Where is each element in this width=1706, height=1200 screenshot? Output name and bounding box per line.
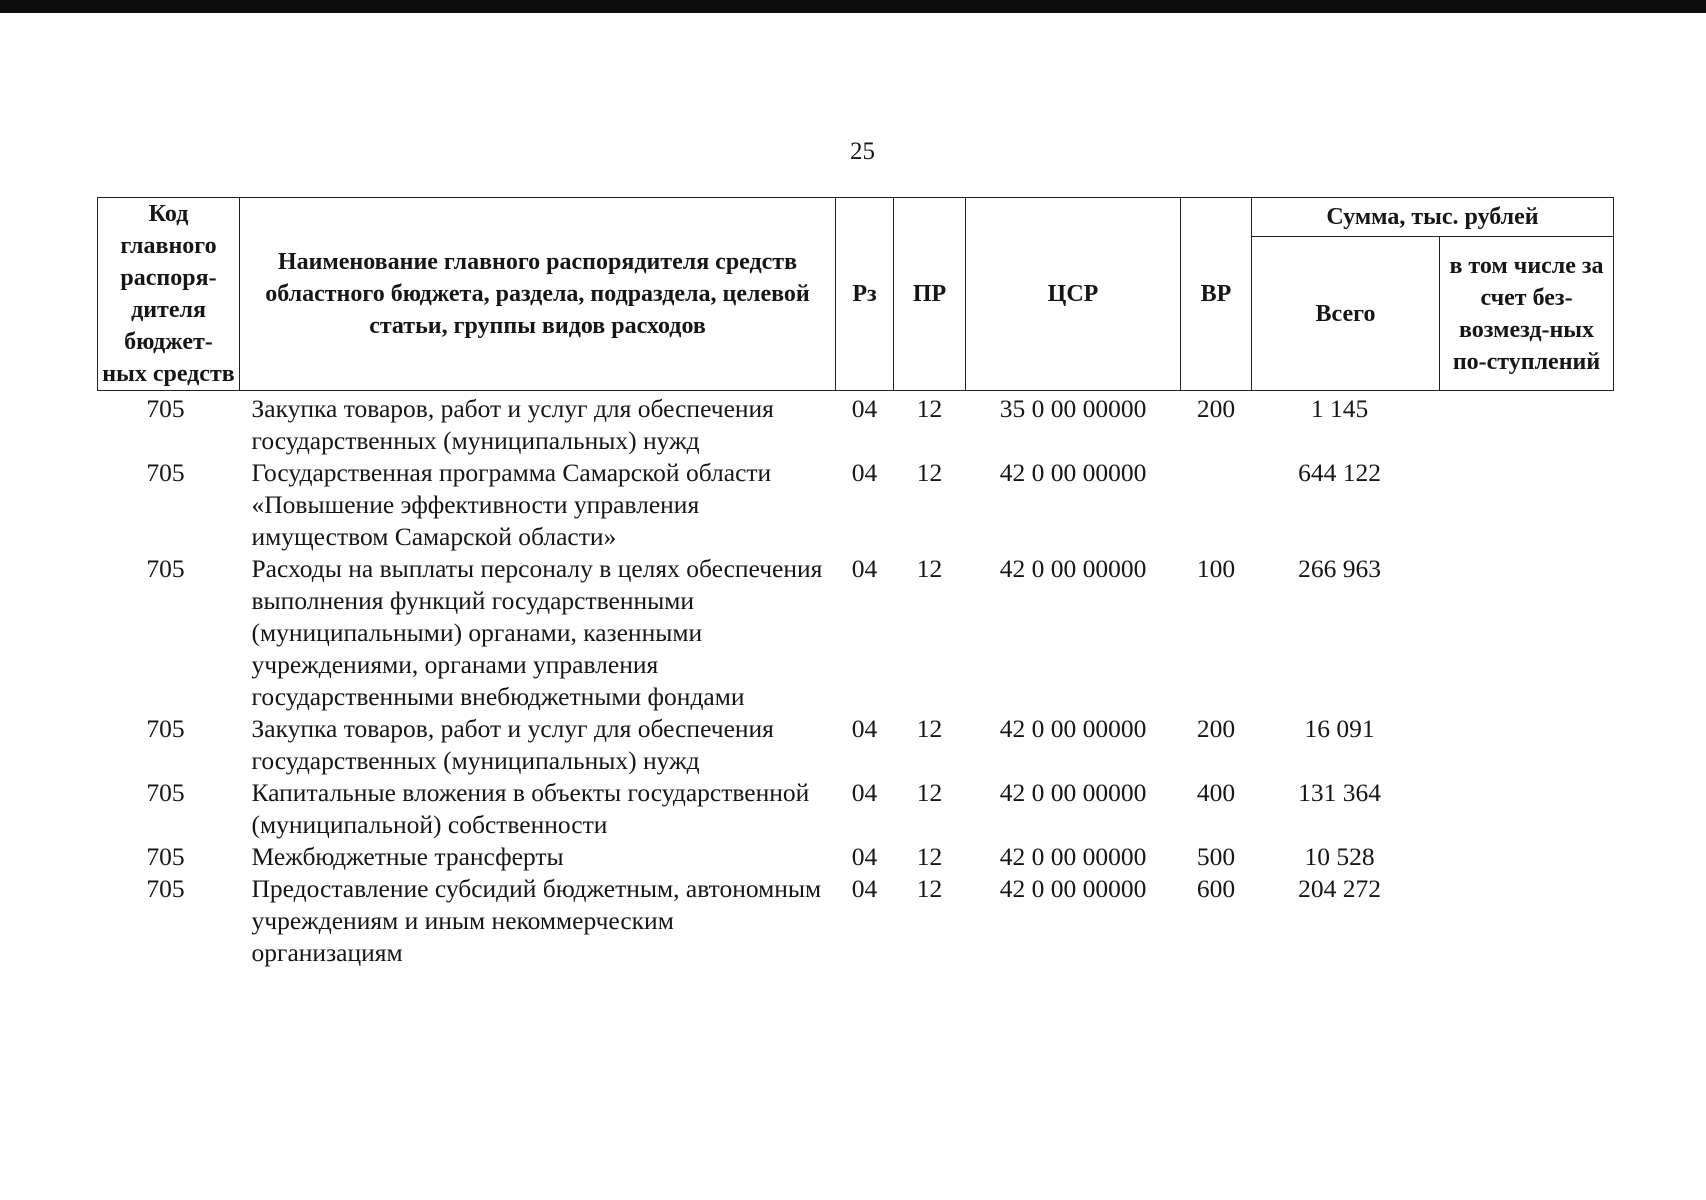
cell-vr — [1181, 457, 1252, 553]
table-row — [98, 841, 1614, 873]
table-row — [98, 553, 1614, 713]
cell-total: 204 272 — [1298, 874, 1381, 903]
header-total: Всего — [1252, 237, 1440, 391]
table-row — [98, 713, 1614, 777]
cell-code: 705 — [146, 394, 185, 423]
cell-rz: 04 — [851, 394, 878, 423]
cell-name: Расходы на выплаты персоналу в целях обеспечения выполнения функций государственными (муниципальными) органами, казенными учреждениями, органами управления государственными внебюджетными фондами — [251, 554, 823, 711]
cell-total: 131 364 — [1298, 778, 1381, 807]
cell-vr: 400 — [1196, 778, 1236, 807]
cell-name: Предоставление субсидий бюджетным, автономным учреждениям и иным некоммерческим организациям — [251, 874, 822, 967]
cell-pr: 12 — [916, 458, 943, 487]
cell-free — [1440, 457, 1614, 553]
cell-total: 16 091 — [1304, 714, 1375, 743]
header-rz: Рз — [836, 198, 894, 391]
header-pr: ПР — [894, 198, 966, 391]
cell-code: 705 — [146, 714, 185, 743]
cell-rz: 04 — [851, 778, 878, 807]
cell-name: Государственная программа Самарской области «Повышение эффективности управления имуществом Самарской области» — [251, 458, 772, 551]
cell-csr: 42 0 00 00000 — [999, 458, 1147, 487]
cell-total: 1 145 — [1310, 394, 1369, 423]
cell-name: Закупка товаров, работ и услуг для обеспечения государственных (муниципальных) нужд — [251, 714, 774, 775]
cell-csr: 42 0 00 00000 — [999, 874, 1147, 903]
table-row — [98, 457, 1614, 553]
header-csr: ЦСР — [966, 198, 1181, 391]
header-free: в том числе за счет без-возмезд-ных по-ступлений — [1440, 237, 1614, 391]
cell-rz: 04 — [851, 874, 878, 903]
table-header — [98, 198, 1614, 391]
cell-total: 266 963 — [1298, 554, 1381, 583]
cell-free — [1440, 873, 1614, 969]
cell-vr: 500 — [1196, 842, 1236, 871]
cell-pr: 12 — [916, 714, 943, 743]
cell-total: 10 528 — [1304, 842, 1375, 871]
table-row — [98, 391, 1614, 458]
cell-vr: 100 — [1196, 554, 1236, 583]
cell-rz: 04 — [851, 842, 878, 871]
cell-vr: 600 — [1196, 874, 1236, 903]
cell-code: 705 — [146, 842, 185, 871]
header-sum: Сумма, тыс. рублей — [1252, 198, 1614, 237]
cell-free — [1440, 553, 1614, 713]
cell-vr: 200 — [1196, 714, 1236, 743]
cell-code: 705 — [146, 554, 185, 583]
page-number: 25 — [850, 138, 875, 165]
table-row — [98, 777, 1614, 841]
cell-name: Капитальные вложения в объекты государственной (муниципальной) собственности — [251, 778, 810, 839]
cell-rz: 04 — [851, 458, 878, 487]
cell-free — [1440, 841, 1614, 873]
cell-free — [1440, 713, 1614, 777]
cell-rz: 04 — [851, 714, 878, 743]
cell-pr: 12 — [916, 554, 943, 583]
header-vr: ВР — [1181, 198, 1252, 391]
cell-code: 705 — [146, 458, 185, 487]
cell-code: 705 — [146, 874, 185, 903]
cell-pr: 12 — [916, 778, 943, 807]
cell-csr: 42 0 00 00000 — [999, 778, 1147, 807]
cell-vr: 200 — [1196, 394, 1236, 423]
header-code: Код главного распоря-дителя бюджет-ных средств — [98, 198, 240, 391]
cell-free — [1440, 777, 1614, 841]
cell-total: 644 122 — [1298, 458, 1381, 487]
header-name: Наименование главного распорядителя средств областного бюджета, раздела, подраздела, целевой статьи, группы видов расходов — [240, 198, 836, 391]
cell-free — [1440, 391, 1614, 458]
cell-code: 705 — [146, 778, 185, 807]
cell-pr: 12 — [916, 874, 943, 903]
cell-csr: 42 0 00 00000 — [999, 714, 1147, 743]
cell-csr: 42 0 00 00000 — [999, 554, 1147, 583]
cell-rz: 04 — [851, 554, 878, 583]
cell-csr: 42 0 00 00000 — [999, 842, 1147, 871]
table-row — [98, 873, 1614, 969]
scan-top-edge — [0, 0, 1706, 13]
cell-name: Межбюджетные трансферты — [251, 842, 564, 871]
cell-pr: 12 — [916, 842, 943, 871]
budget-expenditure-table — [97, 197, 1614, 969]
cell-csr: 35 0 00 00000 — [999, 394, 1147, 423]
cell-pr: 12 — [916, 394, 943, 423]
table-body — [98, 391, 1614, 970]
cell-name: Закупка товаров, работ и услуг для обеспечения государственных (муниципальных) нужд — [251, 394, 774, 455]
